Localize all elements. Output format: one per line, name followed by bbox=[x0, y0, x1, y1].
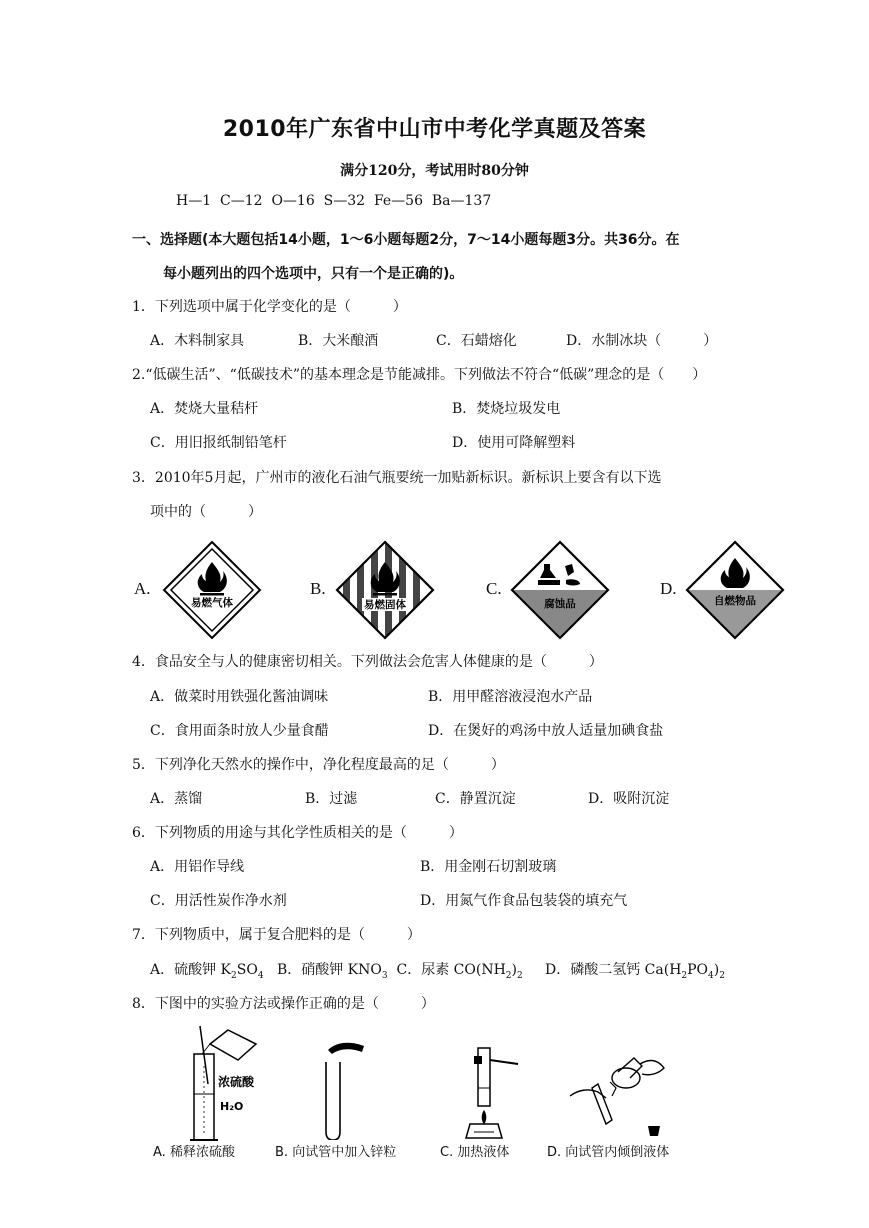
q5-option-a: A．蒸馏 bbox=[150, 791, 203, 807]
q4-option-c: C．食用面条时放人少量食醋 bbox=[150, 723, 329, 739]
q1-option-c: C．石蜡熔化 bbox=[436, 333, 517, 349]
q3-stem-line2: 项中的（ ） bbox=[150, 504, 262, 520]
q3-sign-d-letter: D. bbox=[660, 579, 677, 598]
q8-caption-b: B. 向试管中加入锌粒 bbox=[275, 1145, 397, 1160]
section-heading-line1: 一、选择题(本大题包括14小题，1～6小题每题2分，7～14小题每题3分。共36分。在 bbox=[132, 232, 680, 248]
q8-caption-a: A. 稀释浓硫酸 bbox=[153, 1145, 235, 1160]
atomic-masses: H—1 C—12 O—16 S—32 Fe—56 Ba—137 bbox=[176, 193, 492, 209]
q3-sign-a-letter: A. bbox=[134, 579, 151, 598]
q3-sign-b-label: 易燃固体 bbox=[364, 599, 406, 611]
q1-option-b: B．大米酿酒 bbox=[298, 333, 379, 349]
q3-sign-c-letter: C. bbox=[486, 579, 502, 598]
q8-stem: 8．下图中的实验方法或操作正确的是（ ） bbox=[132, 996, 435, 1012]
q4-option-a: A．做菜时用铁强化酱油调味 bbox=[150, 689, 329, 705]
q2-option-b: B．焚烧垃圾发电 bbox=[452, 401, 561, 417]
q7-option-c: C．尿素 $CO(NH_2)_2$ bbox=[396, 962, 523, 981]
section-heading-line2: 每小题列出的四个选项中，只有一个是正确的)。 bbox=[163, 266, 464, 282]
q2-option-c: C．用旧报纸制铅笔杆 bbox=[150, 435, 287, 451]
q1-stem: 1．下列选项中属于化学变化的是（ ） bbox=[132, 299, 407, 315]
q1-option-a: A．木料制家具 bbox=[150, 333, 245, 349]
q6-option-b: B．用金刚石切割玻璃 bbox=[420, 859, 557, 875]
q8-label-water: H₂O bbox=[220, 1100, 244, 1113]
q6-stem: 6．下列物质的用途与其化学性质相关的是（ ） bbox=[132, 825, 463, 841]
q8-label-acid: 浓硫酸 bbox=[218, 1075, 255, 1089]
q3-sign-d bbox=[685, 540, 785, 640]
q5-stem: 5．下列净化天然水的操作中，净化程度最高的足（ ） bbox=[132, 757, 505, 773]
q3-sign-c bbox=[510, 540, 610, 640]
q5-option-d: D．吸附沉淀 bbox=[588, 791, 670, 807]
q2-option-a: A．焚烧大量秸杆 bbox=[150, 401, 259, 417]
q3-sign-b-letter: B. bbox=[310, 579, 326, 598]
q6-option-c: C．用活性炭作净水剂 bbox=[150, 893, 287, 909]
q7-option-b: B．硝酸钾 $KNO_3$ bbox=[276, 962, 388, 981]
q7-option-d: D．磷酸二氢钙 $Ca(H_2PO_4)_2$ bbox=[545, 962, 725, 981]
q7-options bbox=[150, 959, 725, 981]
q4-stem: 4．食品安全与人的健康密切相关。下列做法会危害人体健康的是（ ） bbox=[132, 654, 603, 670]
q3-stem-line1: 3．2010年5月起，广州市的液化石油气瓶要统一加贴新标识。新标识上要含有以下选 bbox=[132, 470, 662, 486]
q2-stem: 2.“低碳生活”、“低碳技术”的基本理念是节能减排。下列做法不符合“低碳”理念的是（ ） bbox=[132, 367, 707, 383]
q5-option-c: C．静置沉淀 bbox=[435, 791, 516, 807]
q6-option-d: D．用氮气作食品包装袋的填充气 bbox=[420, 893, 628, 909]
q3-sign-a bbox=[162, 540, 262, 640]
q7-option-a: A．硫酸钾 $K_2SO_4$ bbox=[150, 962, 264, 981]
q3-sign-c-label: 腐蚀品 bbox=[544, 598, 576, 610]
q8-caption-d: D. 向试管内倾倒液体 bbox=[547, 1145, 670, 1160]
q5-option-b: B．过滤 bbox=[305, 791, 358, 807]
q3-sign-d-label: 自燃物品 bbox=[714, 595, 756, 607]
q4-option-d: D．在煲好的鸡汤中放人适量加碘食盐 bbox=[428, 723, 664, 739]
q1-option-d: D．水制冰块（ ） bbox=[566, 333, 718, 349]
page-subtitle: 满分120分，考试用时80分钟 bbox=[340, 163, 529, 179]
q8-figure-d bbox=[568, 1048, 668, 1140]
q4-option-b: B．用甲醛溶液浸泡水产品 bbox=[428, 689, 593, 705]
q3-sign-a-label: 易燃气体 bbox=[191, 597, 233, 609]
q3-sign-b bbox=[335, 540, 435, 640]
q7-stem: 7．下列物质中，属于复合肥料的是（ ） bbox=[132, 927, 421, 943]
q8-figure-a bbox=[180, 1024, 280, 1142]
q8-figure-b bbox=[318, 1036, 368, 1140]
q8-caption-c: C. 加热液体 bbox=[440, 1145, 510, 1160]
q8-figure-c bbox=[452, 1044, 532, 1140]
q6-option-a: A．用铝作导线 bbox=[150, 859, 245, 875]
q2-option-d: D．使用可降解塑料 bbox=[452, 435, 576, 451]
page-title: 2010年广东省中山市中考化学真题及答案 bbox=[222, 117, 647, 142]
